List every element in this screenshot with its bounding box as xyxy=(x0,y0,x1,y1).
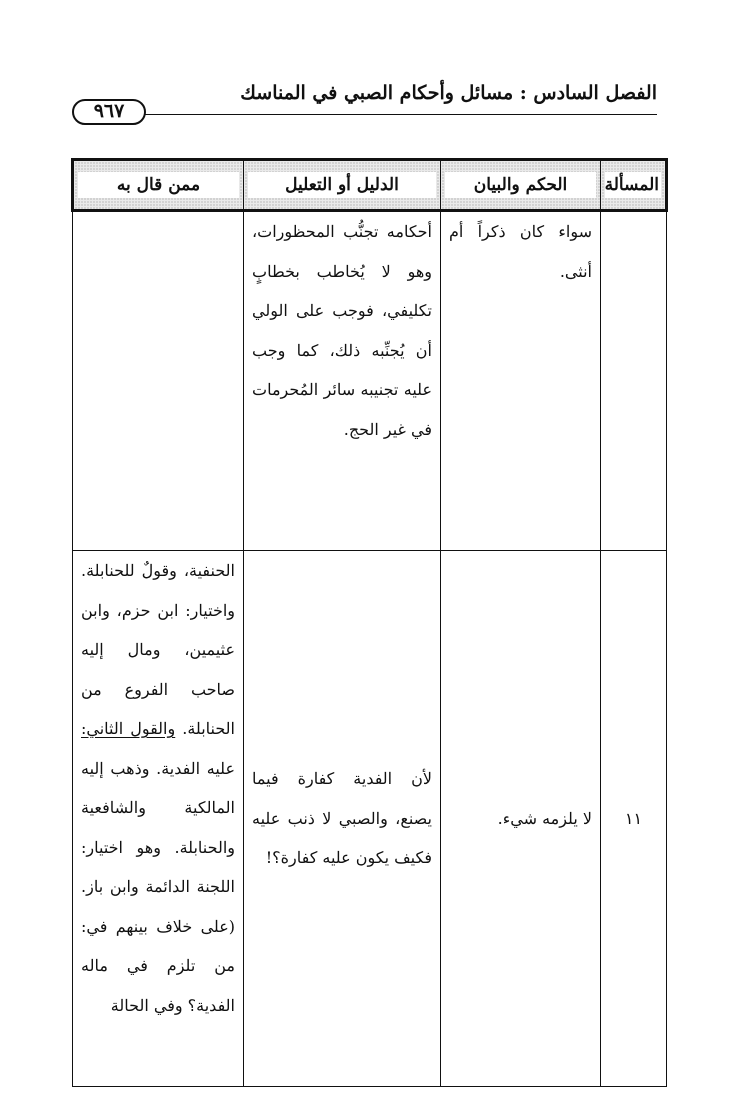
issue-number-cell xyxy=(601,211,667,551)
chapter-title: الفصل السادس : مسائل وأحكام الصبي في المناسك xyxy=(240,82,657,104)
who-said-text xyxy=(73,551,243,1025)
column-header-evidence: الدليل أو التعليل xyxy=(244,160,441,211)
second-opinion: عليه الفدية. وذهب إليه المالكية والشافعية والحنابلة. وهو اختيار: اللجنة الدائمة وابن باز. (على خلاف بينهم في: من تلزم في ماله الفدية؟ وفي الحالة xyxy=(81,758,235,1015)
second-opinion-label: والقول الثاني: xyxy=(81,719,176,738)
issue-number-cell: ١١ xyxy=(601,551,667,1087)
header-rule xyxy=(144,114,657,115)
table-header-row xyxy=(73,160,667,211)
column-header-ruling: الحكم والبيان xyxy=(441,160,601,211)
column-header-issue: المسألة xyxy=(601,160,667,211)
page-number: ٩٦٧ xyxy=(72,99,146,125)
running-header xyxy=(72,80,657,120)
evidence-cell: أحكامه تجنُّب المحظورات، وهو لا يُخاطب بخطابٍ تكليفي، فوجب على الولي أن يُجنِّبه ذلك، كما وجب عليه تجنيبه سائر المُحرمات في غير الحج. xyxy=(244,211,441,551)
column-header-who-said: ممن قال به xyxy=(73,160,244,211)
evidence-cell: لأن الفدية كفارة فيما يصنع، والصبي لا ذنب عليه فكيف يكون عليه كفارة؟! xyxy=(244,551,441,1087)
first-opinion: الحنفية، وقولٌ للحنابلة. واختيار: ابن حزم، وابن عثيمين، ومال إليه صاحب الفروع من الحنابلة. xyxy=(81,561,235,738)
table-row xyxy=(73,551,667,1087)
who-said-cell xyxy=(73,551,244,1087)
who-said-cell xyxy=(73,211,244,551)
ruling-cell: سواء كان ذكراً أم أنثى. xyxy=(441,211,601,551)
table-row xyxy=(73,211,667,551)
ruling-cell: لا يلزمه شيء. xyxy=(441,551,601,1087)
rulings-table xyxy=(71,158,668,1087)
